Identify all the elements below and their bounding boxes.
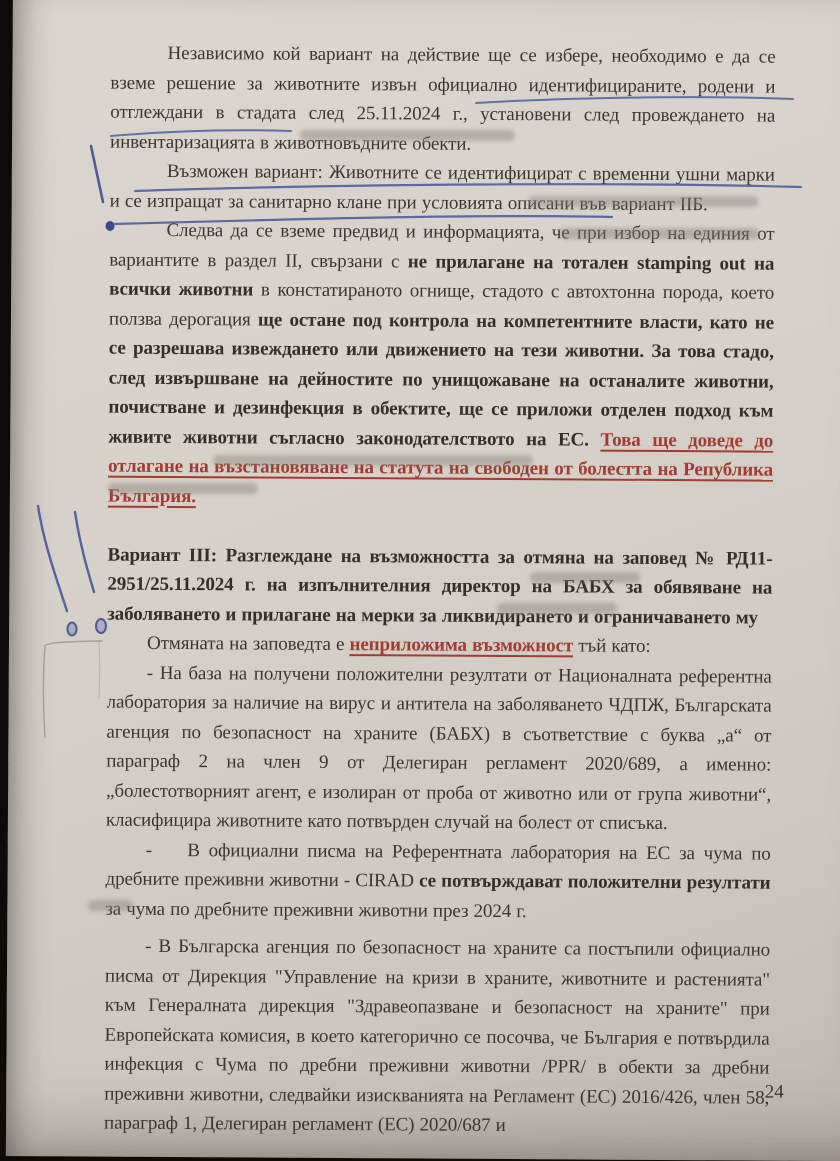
list-item-ec-letters [104,932,770,1143]
heading-variant-3 [107,540,773,633]
paragraph-text: - В официални писма на Референтната лаборатория на ЕС за чума по дребните преживни животни - CIRAD [105,839,771,892]
paragraph-text: в констатираното огнище, стадото с автохтонна порода, което ползва дерогация [108,279,775,331]
list-item-eu-reference-lab [105,835,771,928]
page-number: 24 [764,1081,784,1103]
paragraph-text: Независимо кой вариант на действие ще се избере, необходимо е да се вземе решение за животните извън официално идентифицираните, родени и отглеждани в стадата след 25.11.2024 г., установени след провеждането на инвентаризацията в животновъдните обекти. [109,42,776,155]
bold-segment-remain-under-control: ще остане под контрола на компетентните власти, като не се разрешава извеждането или движението на тези животни. За това стадо, след извършване на дейностите по унищожаване на останалите животни, почистване и дезинфекция в обектите, ще се приложи отделен подход към живите животни съгласно законодателството на ЕС. [108,309,775,451]
paragraph-text: за чума по дребните преживни животни през 2024 г. [105,898,527,922]
document-text-block [104,39,776,1143]
paragraph-text: Възможен вариант: Животните се идентифицират с временни ушни марки и се изпращат за санитарно клане при условията описани във вариант IIБ. [109,160,775,215]
paragraph-text: тъй като: [573,635,651,657]
heading-text: Вариант III: Разглеждане на възможността за отмяна на заповед № РД11-2951/25.11.2024 г. на изпълнителния директор на БАБХ за обявяване на заболяването и прилагане на мерки за ликвидирането и ограничаването му [107,544,773,629]
paragraph-text: Следва да се вземе предвид и информацията, че при избор на единия от вариантите в раздел II, свързани с [109,219,775,272]
red-segment-inapplicable-option: неприложима възможност [349,634,574,657]
paragraph-stamping-out-consequences [108,216,775,515]
list-item-nrl-results [106,658,772,839]
paragraph-possible-variant [110,157,775,220]
red-segment-status-delay: Това ще доведе до отлагане на възстановяване на статута на свободен от болестта на Република България. [107,429,774,507]
paragraph-text: - В Българска агенция по безопасност на храните са постъпили официално писма от Дирекция "Управление на кризи в храните, животните и растенията" към Генералната дирекция "Здравеопазване и безопасност на храните" при Европейската комисия, в което категорично се посочва, че България е потвърдила инфекция с Чума по дребни преживни животни /PPR/ в обекти за дребни преживни животни, следвайки изискванията на Регламент (ЕС) 2016/426, член 58, параграф 1, Делегиран регламент (ЕС) 2020/687 и [103,935,771,1137]
paragraph-unidentified-animals-decision [110,39,776,161]
paragraph-text: Отмяната на заповедта е [146,632,350,656]
document-page [6,0,840,1161]
paragraph-order-revocation [107,629,772,663]
bold-segment-positive-results-confirmed: се потвърждават положителни резултати [419,870,771,894]
paragraph-text: - На база на получени положителни резултати от Националната референтна лаборатория за наличие на вирус и антитела на заболяването ЧДПЖ, Българската агенция по безопасност на храните (БАБХ) в съответствие с буква „а“ от параграф 2 на член 9 от Делегиран регламент 2020/689, а именно: „болестотворният агент, е изолиран от проба от животно или от група животни“, класифицира животните като потвърден случай на болест от списъка. [105,662,772,835]
bold-segment-no-total-stamping-out: не прилагане на тотален stamping out на всички животни [109,250,775,301]
